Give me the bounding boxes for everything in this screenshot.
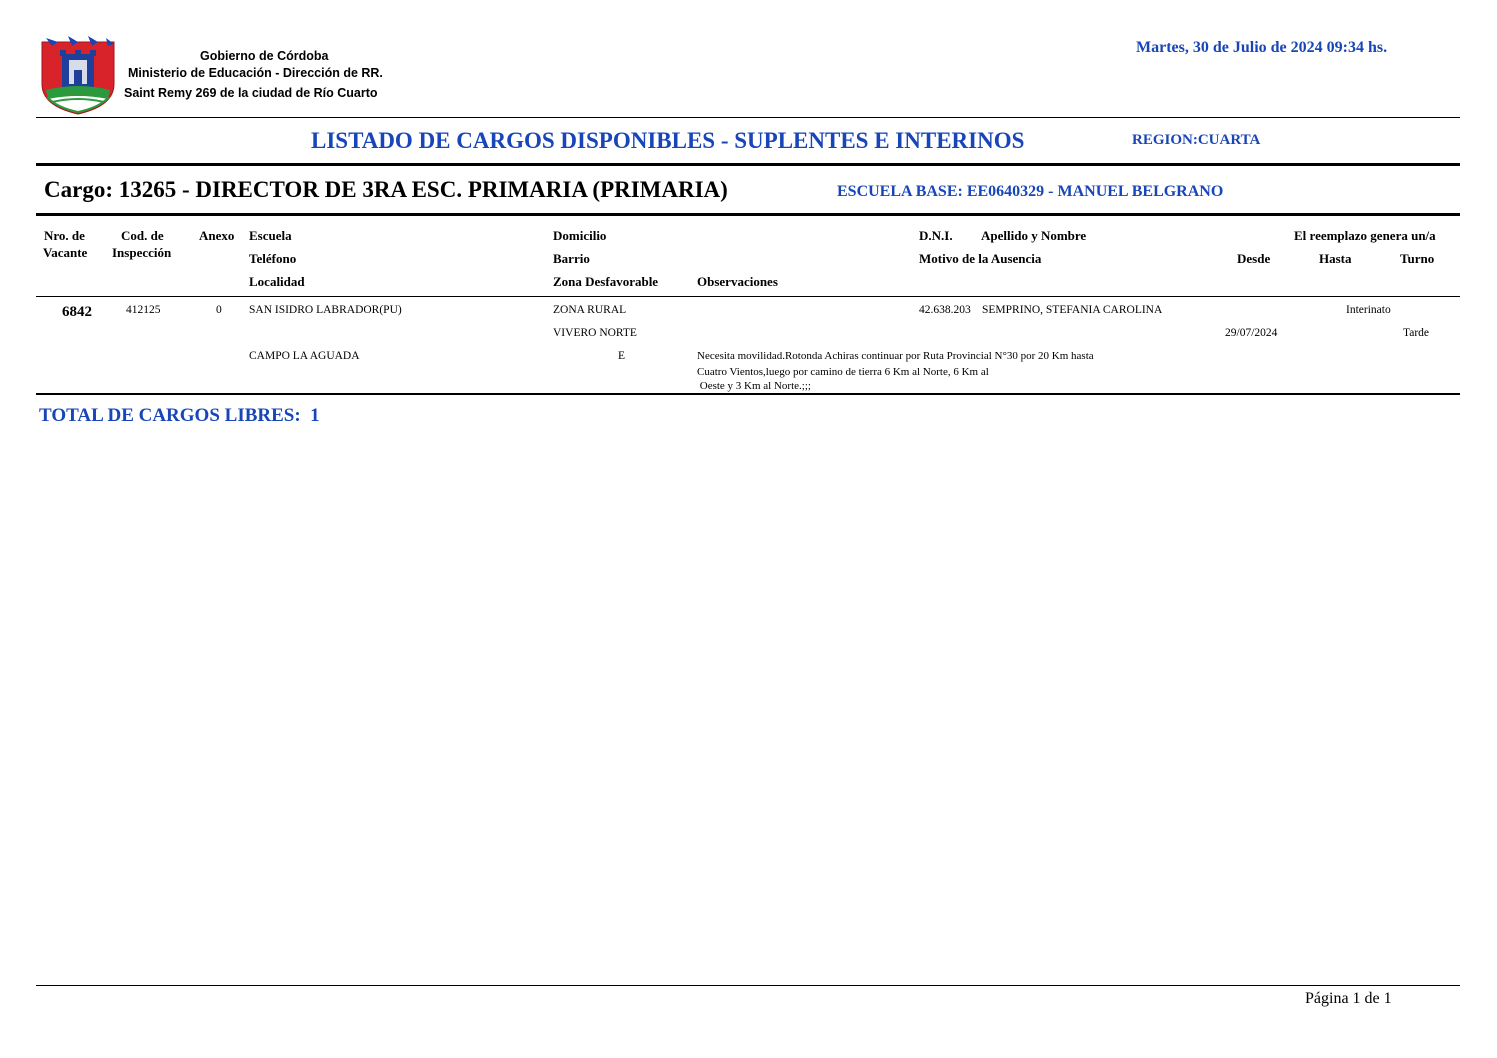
col-cod-2: Inspección [112, 245, 172, 260]
col-motivo: Motivo de la Ausencia [919, 251, 1042, 266]
row-dni: 42.638.203 [919, 304, 971, 316]
col-desde: Desde [1237, 251, 1271, 266]
footer-divider [36, 985, 1460, 986]
row-observaciones-2: Cuatro Vientos,luego por camino de tierra 6 Km al Norte, 6 Km al [697, 366, 989, 378]
col-domicilio: Domicilio [553, 228, 607, 243]
org-ministry: Ministerio de Educación - Dirección de RR. [128, 66, 383, 80]
col-anexo: Anexo [199, 228, 235, 243]
row-divider [36, 393, 1460, 395]
page-number: Página 1 de 1 [1305, 990, 1392, 1007]
row-reemplazo: Interinato [1346, 304, 1391, 316]
col-turno: Turno [1400, 251, 1435, 266]
col-cod-1: Cod. de [121, 228, 164, 243]
cargo-label: Cargo: 13265 - DIRECTOR DE 3RA ESC. PRIMARIA (PRIMARIA) [44, 177, 728, 202]
col-nro-2: Vacante [43, 245, 88, 260]
row-desde: 29/07/2024 [1225, 327, 1278, 339]
total-cargos: TOTAL DE CARGOS LIBRES: 1 [39, 405, 320, 426]
col-observaciones: Observaciones [697, 274, 778, 289]
report-datetime: Martes, 30 de Julio de 2024 09:34 hs. [1136, 39, 1388, 56]
row-turno: Tarde [1403, 327, 1430, 339]
row-escuela: SAN ISIDRO LABRADOR(PU) [249, 304, 402, 316]
cordoba-coat-of-arms-logo [38, 34, 118, 116]
escuela-base: ESCUELA BASE: EE0640329 - MANUEL BELGRANO [837, 183, 1224, 200]
col-hasta: Hasta [1319, 251, 1352, 266]
col-apellido: Apellido y Nombre [981, 228, 1087, 243]
col-dni: D.N.I. [919, 228, 953, 243]
header-divider [36, 117, 1460, 118]
row-zona: E [618, 350, 626, 362]
row-barrio: VIVERO NORTE [553, 327, 637, 339]
row-nro: 6842 [62, 304, 92, 320]
region-label: REGION:CUARTA [1132, 132, 1261, 148]
row-localidad: CAMPO LA AGUADA [249, 350, 360, 362]
row-domicilio: ZONA RURAL [553, 304, 627, 316]
col-reemplazo: El reemplazo genera un/a [1294, 228, 1436, 243]
cargo-divider [36, 213, 1460, 216]
org-name: Gobierno de Córdoba [200, 49, 329, 63]
col-telefono: Teléfono [249, 251, 297, 266]
org-address: Saint Remy 269 de la ciudad de Río Cuarto [124, 86, 378, 100]
title-divider [36, 163, 1460, 166]
row-observaciones-1: Necesita movilidad.Rotonda Achiras continuar por Ruta Provincial N°30 por 20 Km hasta [697, 350, 1094, 362]
row-cod: 412125 [126, 304, 161, 316]
row-apellido: SEMPRINO, STEFANIA CAROLINA [982, 304, 1163, 316]
col-zona: Zona Desfavorable [553, 274, 659, 289]
report-title: LISTADO DE CARGOS DISPONIBLES - SUPLENTES E INTERINOS [311, 128, 1025, 153]
col-nro-1: Nro. de [44, 228, 85, 243]
header-row-divider [36, 296, 1460, 297]
col-localidad: Localidad [249, 274, 305, 289]
row-anexo: 0 [216, 304, 222, 316]
col-escuela: Escuela [249, 228, 292, 243]
row-observaciones-3: Oeste y 3 Km al Norte.;;; [697, 380, 811, 392]
col-barrio: Barrio [553, 251, 590, 266]
